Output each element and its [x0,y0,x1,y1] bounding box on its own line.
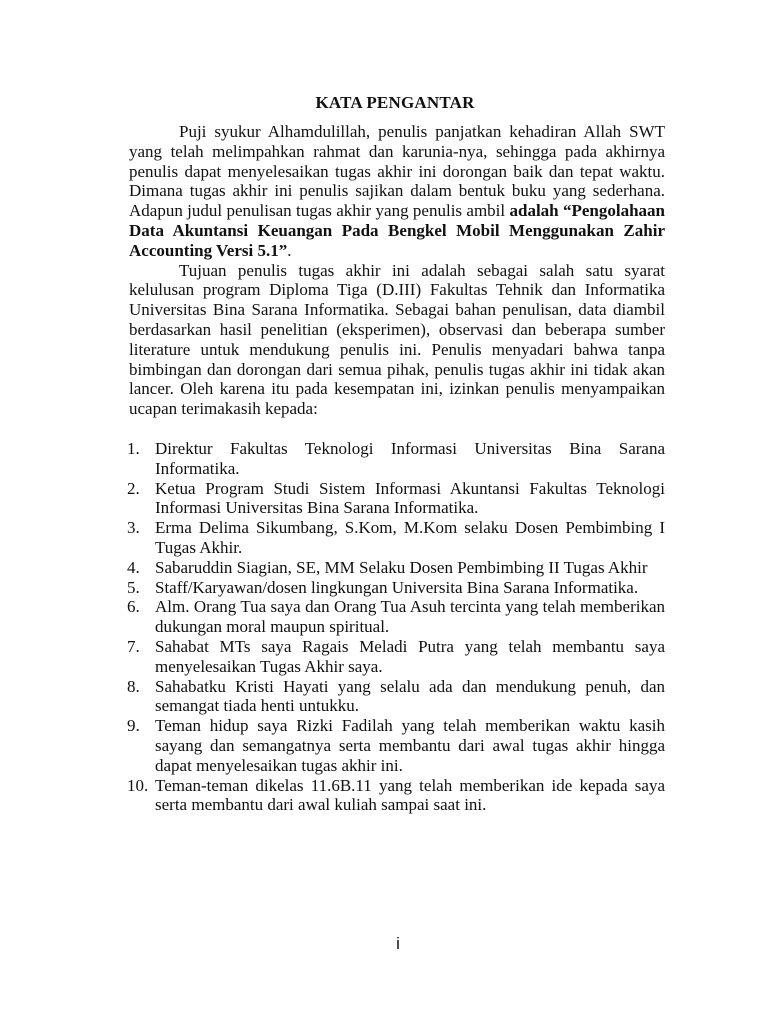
list-item-number: 10. [127,775,149,795]
list-item-text: Sahabatku Kristi Hayati yang selalu ada dan mendukung penuh, dan semangat tiada henti untukku. [155,676,665,716]
paragraph-intro-end: . [287,240,292,260]
list-item [129,637,665,677]
list-item [129,479,665,519]
document-body [129,122,665,815]
list-item-text: Ketua Program Studi Sistem Informasi Akuntansi Fakultas Teknologi Informasi Universitas Bina Sarana Informatika. [155,478,665,518]
thesis-title: adalah “Pengolahaan Data Akuntansi Keuangan Pada Bengkel Mobil Menggunakan Zahir Accounting Versi 5.1” [129,201,665,260]
paragraph-intro-text: Puji syukur Alhamdulillah, penulis panjatkan kehadiran Allah SWT yang telah melimpahkan rahmat dan karunia-nya, sehingga pada akhirnya penulis dapat menyelesaikan tugas akhir ini dorongan baik dan tepat waktu. Dimana tugas akhir ini penulis sajikan dalam bentuk buku yang sederhana. Adapun judul penulisan tugas akhir yang penulis ambil [129,122,665,221]
list-item [129,716,665,775]
list-item-text: Erma Delima Sikumbang, S.Kom, M.Kom selaku Dosen Pembimbing I Tugas Akhir. [155,518,665,557]
page-number: i [396,934,400,953]
list-item [129,578,665,598]
list-item-number: 9. [127,716,140,736]
list-item-number: 5. [127,577,140,597]
list-item-text: Teman-teman dikelas 11.6B.11 yang telah memberikan ide kepada saya serta membantu dari awal kuliah sampai saat ini. [155,775,665,815]
list-item [129,776,665,816]
list-item [129,518,665,558]
list-item-number: 3. [127,518,140,538]
paragraph-purpose: Tujuan penulis tugas akhir ini adalah sebagai salah satu syarat kelulusan program Diploma Tiga (D.III) Fakultas Tehnik dan Informatika Universitas Bina Sarana Informatika. Sebagai bahan penulisan, data diambil berdasarkan hasil penelitian (eksperimen), observasi dan beberapa sumber literature untuk mendukung penulis ini. Penulis menyadari bahwa tanpa bimbingan dan dorongan dari semua pihak, penulis tugas akhir ini tidak akan lancer. Oleh karena itu pada kesempatan ini, izinkan penulis menyampaikan ucapan terimakasih kepada: [129,260,665,419]
list-item-text: Teman hidup saya Rizki Fadilah yang telah memberikan waktu kasih sayang dan semangatnya serta membantu dari awal tugas akhir hingga dapat menyelesaikan tugas akhir ini. [155,716,665,775]
list-item-text: Alm. Orang Tua saya dan Orang Tua Asuh tercinta yang telah memberikan dukungan moral maupun spiritual. [155,597,665,637]
list-item-text: Sahabat MTs saya Ragais Meladi Putra yang telah membantu saya menyelesaikan Tugas Akhir saya. [155,636,665,676]
list-item-text: Sabaruddin Siagian, SE, MM Selaku Dosen Pembimbing II Tugas Akhir [155,557,648,577]
paragraph-intro [129,122,665,261]
list-item-text: Direktur Fakultas Teknologi Informasi Universitas Bina Sarana Informatika. [155,438,665,478]
list-item-number: 1. [127,438,140,458]
list-item-text: Staff/Karyawan/dosen lingkungan Universita Bina Sarana Informatika. [155,577,639,597]
list-item [129,439,665,479]
list-item-number: 8. [127,676,140,696]
list-item-number: 7. [127,636,140,656]
list-item [129,558,665,578]
list-item-number: 4. [127,557,140,577]
acknowledgement-list [129,439,665,815]
list-item [129,677,665,717]
page-title: KATA PENGANTAR [315,93,475,112]
list-item-number: 2. [127,478,140,498]
list-item-number: 6. [127,597,140,617]
list-item [129,597,665,637]
